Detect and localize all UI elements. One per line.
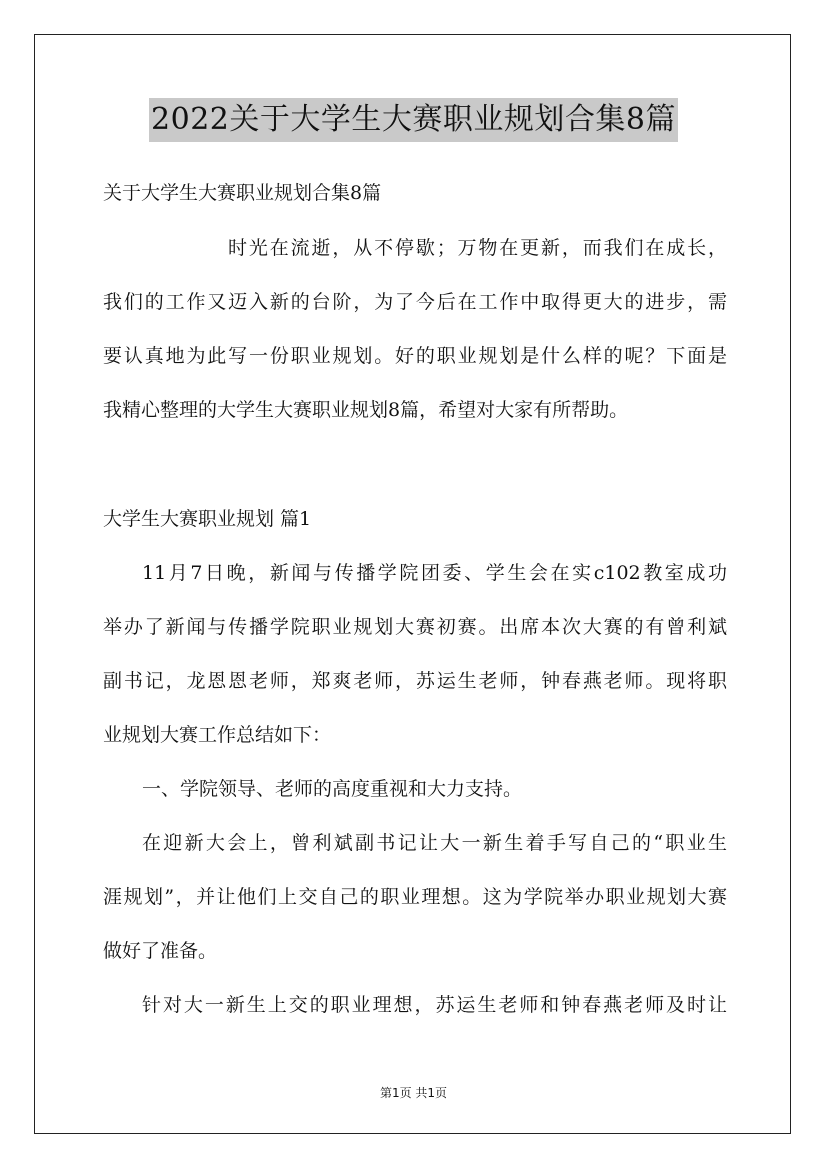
section-line: 业规划大赛工作总结如下：: [103, 724, 332, 746]
document-title: 2022关于大学生大赛职业规划合集8篇: [149, 98, 678, 142]
document-title-wrap: [0, 98, 827, 142]
section-line: 一、学院领导、老师的高度重视和大力支持。: [142, 778, 523, 800]
intro-line: 我精心整理的大学生大赛职业规划8篇，希望对大家有所帮助。: [103, 399, 629, 421]
section-line: 举办了新闻与传播学院职业规划大赛初赛。出席本次大赛的有曾利斌: [103, 616, 727, 638]
section-line: 做好了准备。: [103, 940, 218, 962]
document-subtitle: 关于大学生大赛职业规划合集8篇: [103, 182, 382, 204]
section-heading: 大学生大赛职业规划 篇1: [103, 508, 312, 530]
section-line: 涯规划”，并让他们上交自己的职业理想。这为学院举办职业规划大赛: [103, 886, 727, 908]
section-line: 11月7日晚，新闻与传播学院团委、学生会在实c102教室成功: [142, 562, 727, 584]
section-line: 副书记，龙恩恩老师，郑爽老师，苏运生老师，钟春燕老师。现将职: [103, 670, 727, 692]
section-line: 在迎新大会上，曾利斌副书记让大一新生着手写自己的“职业生: [142, 832, 727, 854]
intro-line: 我们的工作又迈入新的台阶，为了今后在工作中取得更大的进步，需: [103, 291, 727, 313]
intro-line: 要认真地为此写一份职业规划。好的职业规划是什么样的呢？下面是: [103, 345, 727, 367]
page-footer: 第1页 共1页: [379, 1086, 448, 1100]
intro-line: 时光在流逝，从不停歇；万物在更新，而我们在成长，: [228, 237, 727, 259]
section-line: 针对大一新生上交的职业理想，苏运生老师和钟春燕老师及时让: [142, 994, 727, 1016]
